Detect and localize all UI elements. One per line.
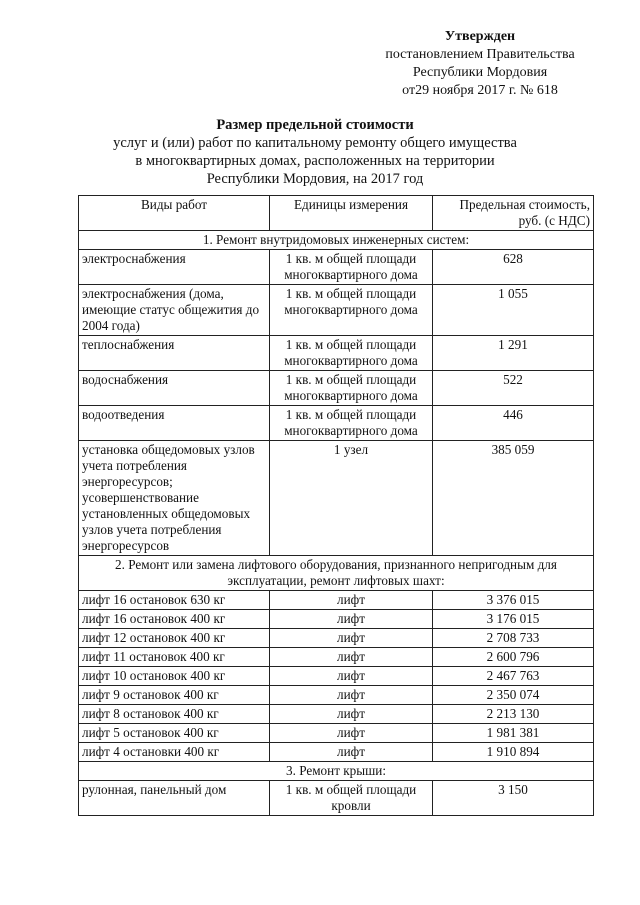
approval-number: 618 <box>536 83 558 98</box>
cell-work-type: лифт 8 остановок 400 кг <box>79 705 270 724</box>
table-row <box>79 371 594 406</box>
cell-price: 3 376 015 <box>433 591 594 610</box>
table-row <box>79 610 594 629</box>
approval-block <box>360 28 600 100</box>
table-row <box>79 781 594 816</box>
cell-price: 522 <box>433 371 594 406</box>
approval-date-prefix: от <box>402 83 416 98</box>
cell-work-type: лифт 10 остановок 400 кг <box>79 667 270 686</box>
table-row <box>79 336 594 371</box>
section-row <box>79 231 594 250</box>
section-title: 1. Ремонт внутридомовых инженерных систем: <box>79 231 594 250</box>
cell-work-type: лифт 4 остановки 400 кг <box>79 743 270 762</box>
cell-price: 3 176 015 <box>433 610 594 629</box>
header-work-type: Виды работ <box>79 196 270 231</box>
approval-line-2: Республики Мордовия <box>412 65 548 80</box>
table-row <box>79 591 594 610</box>
approval-line-1: постановлением Правительства <box>385 47 575 62</box>
table-row <box>79 629 594 648</box>
cell-work-type: лифт 11 остановок 400 кг <box>79 648 270 667</box>
cell-price: 1 291 <box>433 336 594 371</box>
cell-work-type: теплоснабжения <box>79 336 270 371</box>
cell-price: 2 350 074 <box>433 686 594 705</box>
cell-unit: лифт <box>270 724 433 743</box>
header-price: Предельная стоимость, руб. (с НДС) <box>433 196 594 231</box>
cell-unit: лифт <box>270 705 433 724</box>
section-title: 2. Ремонт или замена лифтового оборудования, признанного непригодным для эксплуатации, ремонт лифтовых шахт: <box>79 556 594 591</box>
cell-price: 2 213 130 <box>433 705 594 724</box>
cell-unit: 1 кв. м общей площади многоквартирного дома <box>270 250 433 285</box>
cell-work-type: электроснабжения (дома, имеющие статус общежития до 2004 года) <box>79 285 270 336</box>
header-unit: Единицы измерения <box>270 196 433 231</box>
document-heading <box>60 116 570 188</box>
heading-line-1: услуг и (или) работ по капитальному ремонту общего имущества <box>113 135 517 151</box>
cell-unit: лифт <box>270 629 433 648</box>
cell-work-type: водоснабжения <box>79 371 270 406</box>
cell-price: 2 708 733 <box>433 629 594 648</box>
cell-unit: лифт <box>270 667 433 686</box>
table-row <box>79 285 594 336</box>
table-row <box>79 441 594 556</box>
approval-day: 29 <box>415 83 430 98</box>
document-title: Размер предельной стоимости <box>216 117 414 133</box>
cell-price: 385 059 <box>433 441 594 556</box>
section-row <box>79 762 594 781</box>
cell-work-type: рулонная, панельный дом <box>79 781 270 816</box>
cell-unit: 1 кв. м общей площади кровли <box>270 781 433 816</box>
cell-work-type: лифт 12 остановок 400 кг <box>79 629 270 648</box>
cell-unit: 1 кв. м общей площади многоквартирного дома <box>270 406 433 441</box>
cell-price: 446 <box>433 406 594 441</box>
approval-date-mid: ноября 2017 г. № <box>432 83 534 98</box>
cell-unit: лифт <box>270 648 433 667</box>
cell-price: 2 600 796 <box>433 648 594 667</box>
heading-line-2: в многоквартирных домах, расположенных на территории <box>135 153 495 169</box>
cell-work-type: лифт 16 остановок 630 кг <box>79 591 270 610</box>
cell-price: 3 150 <box>433 781 594 816</box>
cell-price: 1 981 381 <box>433 724 594 743</box>
table-row <box>79 743 594 762</box>
cell-unit: лифт <box>270 686 433 705</box>
heading-line-3: Республики Мордовия, на 2017 год <box>206 171 424 187</box>
cell-unit: 1 узел <box>270 441 433 556</box>
cell-unit: лифт <box>270 610 433 629</box>
table-row <box>79 724 594 743</box>
table-row <box>79 648 594 667</box>
section-row <box>79 556 594 591</box>
cell-work-type: водоотведения <box>79 406 270 441</box>
cell-unit: лифт <box>270 743 433 762</box>
cell-work-type: лифт 16 остановок 400 кг <box>79 610 270 629</box>
cell-work-type: лифт 9 остановок 400 кг <box>79 686 270 705</box>
table-header-row <box>79 196 594 231</box>
cell-price: 628 <box>433 250 594 285</box>
cell-price: 1 055 <box>433 285 594 336</box>
cell-price: 2 467 763 <box>433 667 594 686</box>
approval-title: Утвержден <box>444 29 516 44</box>
cell-unit: 1 кв. м общей площади многоквартирного дома <box>270 336 433 371</box>
table-row <box>79 250 594 285</box>
cell-price: 1 910 894 <box>433 743 594 762</box>
cell-unit: 1 кв. м общей площади многоквартирного дома <box>270 371 433 406</box>
table-row <box>79 705 594 724</box>
table-row <box>79 667 594 686</box>
section-title: 3. Ремонт крыши: <box>79 762 594 781</box>
table-row <box>79 686 594 705</box>
price-table <box>78 195 594 816</box>
cell-work-type: лифт 5 остановок 400 кг <box>79 724 270 743</box>
cell-work-type: электроснабжения <box>79 250 270 285</box>
table-row <box>79 406 594 441</box>
approval-date <box>360 82 600 100</box>
table-body <box>79 231 594 816</box>
cell-work-type: установка общедомовых узлов учета потребления энергоресурсов; усовершенствование установленных общедомовых узлов учета потребления энергоресурсов <box>79 441 270 556</box>
cell-unit: лифт <box>270 591 433 610</box>
cell-unit: 1 кв. м общей площади многоквартирного дома <box>270 285 433 336</box>
